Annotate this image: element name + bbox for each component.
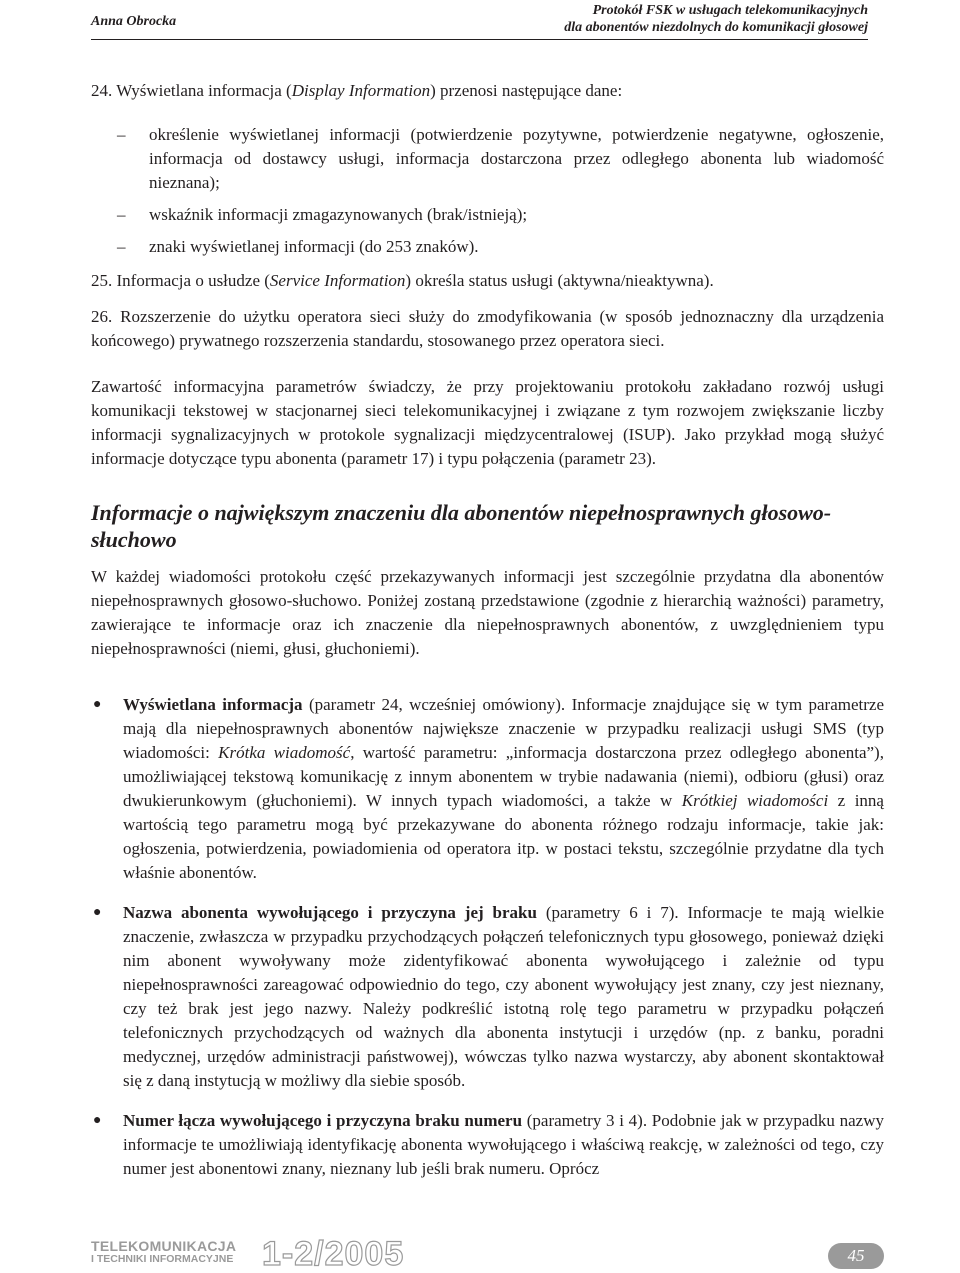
item-25: [91, 269, 884, 293]
journal-brand: TELEKOMUNIKACJA I TECHNIKI INFORMACYJNE: [91, 1238, 237, 1265]
list-item: – znaki wyświetlanej informacji (do 253 znaków).: [117, 237, 479, 256]
parameter-bullet-list: [91, 693, 884, 1181]
item-24-prefix: 24. Wyświetlana informacja (: [91, 81, 292, 100]
list-item: – określenie wyświetlanej informacji (potwierdzenie pozytywne, potwierdzenie negatywne, ogłoszenie, informacja od dostawcy usługi, informacja dostarczona przez odległego abonenta lub wiadomość nieznana);: [117, 125, 884, 192]
bullet-icon: ●: [93, 905, 102, 920]
paragraph: W każdej wiadomości protokołu część przekazywanych informacji jest szczególnie przydatna dla abonentów niepełnosprawnych głosowo-słuchowo. Poniżej zostaną przedstawione (zgodnie z hierarchią ważności) parametry, zawierające te informacje oraz ich znaczenie dla niepełnosprawnych abonentów, z uwzględnieniem typu niepełnosprawności (niemi, głusi, głuchoniemi).: [91, 567, 884, 658]
running-header-title: [564, 2, 868, 36]
item-25-term: Service Information: [269, 271, 406, 290]
running-header-title-line1: Protokół FSK w usługach telekomunikacyjnych: [592, 3, 868, 18]
paragraph: Zawartość informacyjna parametrów świadczy, że przy projektowaniu protokołu zakładano rozwój usługi komunikacji tekstowej w stacjonarnej sieci telekomunikacyjnej i związane z tym rozwojem zwiększanie liczby informacji sygnalizacyjnych w protokole sygnalizacji międzycentralowej (ISUP). Jako przykład mogą służyć informacje dotyczące typu abonenta (parametr 17) i typu połączenia (parametr 23).: [91, 377, 884, 468]
item-25-suffix: ) określa status usługi (aktywna/nieaktywna).: [405, 271, 714, 290]
page-number: 45: [828, 1243, 884, 1269]
list-item: ● Wyświetlana informacja (parametr 24, wcześniej omówiony). Informacje znajdujące się w tym parametrze mają dla niepełnosprawnych abonentów największe znaczenie w przypadku realizacji usługi SMS (typ wiadomości: Krótka wiadomość, wartość parametru: „informacja dostarczona przez odległego abonenta”), umożliwiającej tekstową komunikację z innym abonentem w trybie nadawania (niemi), odbioru (głusi) oraz dwukierunkowym (głuchoniemi). W innych typach wiadomości, a także w Krótkiej wiadomości z inną wartością tego parametru mogą być przekazywane do abonenta różnego rodzaju informacje, takie jak: ogłoszenia, potwierdzenia, powiadomienia od operatora itp. w postaci tekstu, szczególnie przydatne dla tych właśnie abonentów.: [93, 695, 884, 882]
bullet-icon: ●: [93, 697, 102, 712]
item-24-term: Display Information: [291, 81, 431, 100]
item-25-prefix: 25. Informacja o usłudze (: [91, 271, 270, 290]
item-24: [91, 79, 884, 103]
issue-number: 1-2/2005: [262, 1235, 405, 1273]
page-body: [91, 79, 884, 1197]
item-26: 26. Rozszerzenie do użytku operatora sieci służy do zmodyfikowania (w sposób jednoznaczny dla urządzenia końcowego) prywatnego rozszerzenia standardu, stosowanego przez operatora sieci.: [91, 307, 884, 350]
list-item: ● Numer łącza wywołującego i przyczyna braku numeru (parametry 3 i 4). Podobnie jak w przypadku nazwy informacje te umożliwiają identyfikację abonenta wywołującego i właściwą reakcję, w zależności od tego, czy numer jest abonentowi znany, nieznany lub jeśli brak numeru. Oprócz: [93, 1111, 885, 1178]
item-24-suffix: ) przenosi następujące dane:: [430, 81, 623, 100]
running-header-author: Anna Obrocka: [91, 14, 177, 29]
running-header-title-line2: dla abonentów niezdolnych do komunikacji głosowej: [564, 20, 868, 35]
item-24-dash-list: [91, 123, 884, 259]
list-item: – wskaźnik informacji zmagazynowanych (brak/istnieją);: [117, 205, 528, 224]
bullet-icon: ●: [93, 1113, 102, 1128]
list-item: ● Nazwa abonenta wywołującego i przyczyna jej braku (parametry 6 i 7). Informacje te mają wielkie znaczenie, zwłaszcza w przypadku przychodzących połączeń telefonicznych typu głosowego, ponieważ dzięki nim abonent wywoływany może zidentyfikować abonenta wywołującego i zależnie od typu niepełnosprawności zareagować odpowiednio do tego, czy abonent wywołujący jest znany, czy jest nieznany, czy też brak jest jego nazwy. Należy podkreślić istotną rolę tego parametru w przypadku połączeń telefonicznych przychodzących od ważnych dla abonenta instytucji i urzędów (np. z banku, poradni medycznej, urzędów administracji państwowej), wówczas tylko nazwa wystarczy, aby abonent skontaktował się z daną instytucją w możliwy dla siebie sposób.: [93, 903, 884, 1090]
header-divider: [91, 39, 868, 40]
section-heading: Informacje o największym znaczeniu dla abonentów niepełnosprawnych głosowo-słuchowo: [91, 500, 832, 552]
